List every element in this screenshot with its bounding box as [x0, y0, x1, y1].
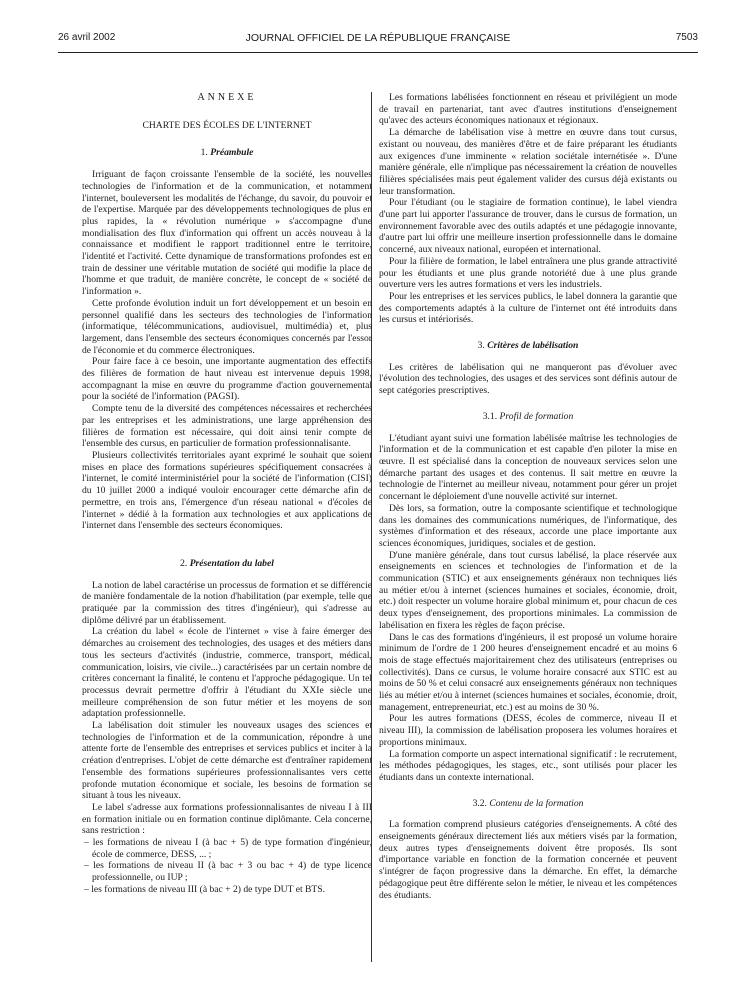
header-rule [58, 52, 698, 53]
journal-title: JOURNAL OFFICIEL DE LA RÉPUBLIQUE FRANÇAISE [245, 32, 511, 44]
paragraph: Dès lors, sa formation, outre la composante scientifique et technologique dans les domaines des communications numériques, de l'informatique, des systèmes d'information et des réseaux, accorde une place importante aux sciences économiques, juridiques, sociales et de gestion. [379, 502, 677, 549]
section-number: 3.1. [482, 410, 498, 422]
section-heading-contenu [379, 798, 677, 810]
paragraph: Plusieurs collectivités territoriales ayant exprimé le souhait que soient mises en place des formations supérieures spécifiquement consacrées à l'internet, le comité interministériel pour la société de l'information (CISI) du 10 juillet 2000 a indiqué vouloir encourager cette démarche afin de permettre, en trois ans, l'émergence d'un réseau national « d'écoles de l'internet » dédié à la formation aux technologies et aux applications de l'internet dans l'ensemble des secteurs économiques. [82, 449, 372, 532]
paragraph: Pour les autres formations (DESS, écoles de commerce, niveau II et niveau III), la commission de labélisation proposera les volumes horaires et proportions minimaux. [379, 713, 677, 748]
paragraph: Le label s'adresse aux formations professionnalisantes de niveau I à III en formation initiale ou en formation continue diplômante. Cela concerne, sans restriction : [82, 801, 372, 837]
page-header [58, 28, 698, 50]
section-title: Profil de formation [499, 410, 574, 422]
list-item: – les formations de niveau I (à bac + 5) de type formation d'ingénieur, école de commerce, DESS, ... ; [84, 837, 372, 860]
paragraph: La notion de label caractérise un processus de formation et se différencie de manière fondamentale de la notion d'habilitation (par exemple, telle que pratiquée par la commission des titres d'ingénieur), qui s'adresse au diplôme délivré par un établissement. [82, 579, 372, 626]
section-heading-presentation [82, 558, 372, 570]
annex-subtitle: CHARTE DES ÉCOLES DE L'INTERNET [142, 119, 312, 131]
section-heading-preambule [82, 147, 372, 159]
paragraph: La création du label « école de l'internet » vise à faire émerger des démarches au croisement des technologies, des usages et des métiers dans tous les secteurs d'activités (industrie, commerce, transport, médical, communication, loisirs, vie civile...) caractérisées par un certain nombre de critères concernant la finalité, le contenu et l'approche pédagogique. Un tel processus devrait permettre d'offrir à l'étudiant du XXIe siècle une meilleure compréhension de son futur métier et les moyens de son adaptation professionnelle. [82, 626, 372, 720]
section-heading-profil [379, 411, 677, 423]
paragraph: La formation comporte un aspect international significatif : le recrutement, les méthodes pédagogiques, les stages, etc., sont utilisés pour placer les étudiants dans un contexte international. [379, 748, 677, 783]
header-date: 26 avril 2002 [58, 32, 116, 43]
section-number: 1. [200, 147, 208, 159]
paragraph: Pour la filière de formation, le label entraînera une plus grande attractivité pour les étudiants et une plus grande notoriété due à une plus grande ouverture vers les autres formations et vers les industriels. [379, 255, 677, 291]
paragraph: Pour faire face à ce besoin, une importante augmentation des effectifs des filières de formation de haut niveau est intervenue depuis 1998, accompagnant la mise en œuvre du programme d'action gouvernemental pour la société de l'information (PAGSI). [82, 356, 372, 403]
paragraph: La formation comprend plusieurs catégories d'enseignements. A côté des enseignements généraux directement liés aux métiers visés par la formation, deux autres types d'enseignements doivent être proposés. Ils sont d'importance variable en fonction de la formation concernée et peuvent s'intégrer de façon progressive dans la démarche. En effet, la démarche pédagogique peut être différente selon le métier, le niveau et les compétences des étudiants. [379, 819, 677, 901]
paragraph: L'étudiant ayant suivi une formation labélisée maîtrise les technologies de l'information et de la communication et est capable d'en piloter la mise en œuvre. Il est spécialisé dans la conception de nouveaux services selon une démarche partant des usages et des contenus. Il sait mettre en œuvre la technologie de l'internet au meilleur niveau, notamment pour gérer un projet concernant le déploiement d'une nouvelle activité sur internet. [379, 432, 677, 503]
section-number: 2. [180, 557, 188, 569]
paragraph: Pour l'étudiant (ou le stagiaire de formation continue), le label viendra d'une part lui apporter l'assurance de trouver, dans le cursus de formation, un environnement favorable avec des outils adaptés et une pédagogie innovante, d'autre part lui offrir une meilleure insertion professionnelle dans le domaine concerné, aux niveaux national, européen et international. [379, 197, 677, 256]
paragraph: Compte tenu de la diversité des compétences nécessaires et recherchées par les entreprises et les administrations, une large appréhension des filières de formation est nécessaire, qui doit ainsi tenir compte de l'ensemble des cursus, en particulier de formation professionnalisante. [82, 403, 372, 450]
paragraph: Irriguant de façon croissante l'ensemble de la société, les nouvelles technologies de l'information et de la communication, et notamment l'internet, bouleversent les modalités de l'échange, du savoir, du pouvoir et de l'expertise. Marquée par des développements technologiques de plus en plus rapides, la « révolution numérique » s'accompagne d'une mondialisation des flux d'information qui offrent un accès nouveau à la connaissance et modifient le rapport traditionnel entre le territoire, l'identité et l'activité. Cette dynamique de transformations profondes est en train de dessiner une véritable mutation de société qui modifie la place de l'homme et que traduit, de manière concrète, le concept de « société de l'information ». [82, 169, 372, 298]
paragraph: Cette profonde évolution induit un fort développement et un besoin en personnel qualifié dans les secteurs des technologies de l'information (informatique, télécommunications, audiovisuel, multimédia) et, plus largement, dans l'ensemble des secteurs économiques concernés par l'essor de l'économie et du commerce électroniques. [82, 297, 372, 356]
paragraph: D'une manière générale, dans tout cursus labélisé, la place réservée aux enseignements en sciences et technologies de l'information et de la communication (STIC) et aux enseignements généraux non techniques liés au métier et/ou à internet (sciences humaines et sociales, économie, droit, etc.) doit respecter un volume horaire global minimum et, pour chacun de ces deux types d'enseignement, des proportions minimales. La commission de labélisation en fixera les règles de façon précise. [379, 549, 677, 631]
annex-title: ANNEXE [197, 92, 257, 103]
list-item: – les formations de niveau II (à bac + 3 ou bac + 4) de type licence professionnelle, ou IUP ; [84, 860, 372, 884]
right-column [379, 92, 677, 901]
section-number: 3.2. [472, 797, 487, 809]
paragraph: Pour les entreprises et les services publics, le label donnera la garantie que des comportements adaptés à la culture de l'internet ont été introduits dans les cursus et intériorisés. [379, 290, 677, 326]
formation-level-list [82, 837, 372, 896]
section-heading-criteres [379, 340, 677, 352]
section-title: Critères de labélisation [487, 340, 579, 352]
section-number: 3. [477, 340, 485, 352]
paragraph: Dans le cas des formations d'ingénieurs, il est proposé un volume horaire minimum de l'ordre de 1 200 heures d'enseignement encadré et au moins 6 mois de stage effectués majoritairement chez des utilisateurs (entreprises ou collectivités). Dans ce cursus, le volume horaire consacré aux STIC est au moins de 50 % et celui consacré aux enseignements généraux non techniques liés au métier et/ou à internet (sciences humaines et sociales, économie, droit, management, entrepreneuriat, etc.) est au moins de 30 %. [379, 631, 677, 713]
left-column [82, 92, 372, 896]
section-title: Présentation du label [189, 557, 274, 569]
paragraph: Les formations labélisées fonctionnent en réseau et privilégient un mode de travail en partenariat, tant avec d'autres institutions d'enseignement qu'avec des acteurs économiques nationaux et régionaux. [379, 92, 677, 127]
page-number: 7503 [675, 32, 698, 43]
paragraph: Les critères de labélisation qui ne manqueront pas d'évoluer avec l'évolution des technologies, des usages et des services sont définis autour de sept catégories prescriptives. [379, 361, 677, 397]
list-item: – les formations de niveau III (à bac + 2) de type DUT et BTS. [84, 883, 326, 895]
section-title: Contenu de la formation [489, 797, 584, 809]
paragraph: La labélisation doit stimuler les nouveaux usages des sciences et technologies de l'information et de la communication, répondre à une attente forte de l'ensemble des entreprises et services publics et inciter à la création d'entreprises. L'objet de cette démarche est d'entraîner rapidement l'ensemble des formations supérieures professionnalisantes vers cette profonde mutation économique et sociale, les besoins de formation se situant à tous les niveaux. [82, 720, 372, 802]
paragraph: La démarche de labélisation vise à mettre en œuvre dans tout cursus, existant ou nouveau, des manières d'être et de faire préparant les étudiants aux exigences d'une imminente « relation sociétale internétisée ». D'une manière générale, elle n'implique pas nécessairement la création de nouvelles filières spécialisées mais peut également valider des cursus déjà existants ou leur transformation. [379, 127, 677, 197]
section-title: Préambule [210, 147, 254, 159]
